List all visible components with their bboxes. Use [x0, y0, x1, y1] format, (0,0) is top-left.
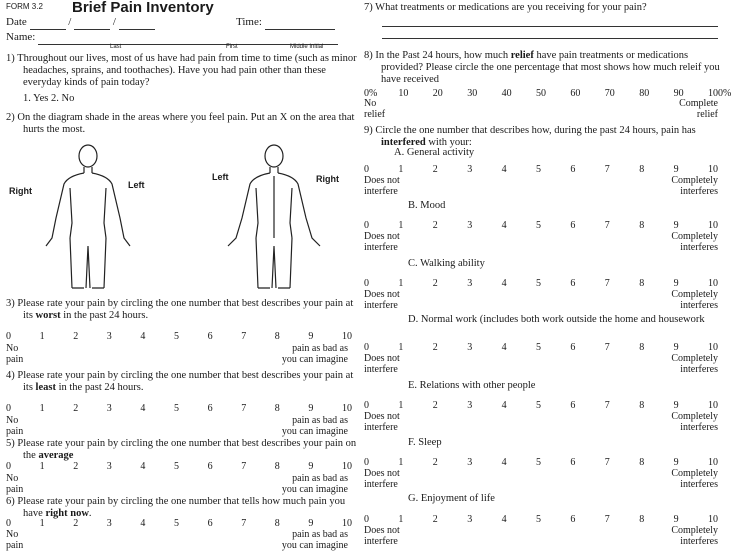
- date-row: Date / /: [6, 16, 155, 30]
- q9e-high-anchor: [671, 411, 718, 433]
- scale-option[interactable]: 4: [501, 457, 507, 468]
- scale-option[interactable]: 0: [6, 461, 11, 472]
- scale-option[interactable]: 10: [342, 331, 352, 342]
- scale-option[interactable]: 4: [140, 331, 146, 342]
- q8-high-1: Complete: [679, 98, 718, 109]
- question-1-text: 1) Throughout our lives, most of us have had pain from time to time (such as minor headaches, sprains, and toothaches). Have you had pain other than these everyday kinds of pain today?: [6, 53, 357, 89]
- q9f-high-anchor: [671, 468, 718, 490]
- q9f-high-1: Completely: [671, 468, 718, 479]
- scale-option[interactable]: 10: [708, 342, 718, 353]
- scale-option[interactable]: 7: [604, 400, 610, 411]
- scale-option[interactable]: 6: [207, 403, 213, 414]
- scale-option[interactable]: 6: [570, 342, 576, 353]
- scale-option[interactable]: 10: [708, 514, 718, 525]
- name-sub-last: Last: [110, 44, 122, 50]
- scale-option[interactable]: 4: [501, 164, 507, 175]
- scale-option[interactable]: 2: [432, 164, 438, 175]
- question-8: [364, 50, 725, 86]
- q9f-low-2: interfere: [364, 479, 398, 490]
- question-4: [6, 370, 359, 394]
- question-3: [6, 298, 359, 322]
- scale-option[interactable]: 4: [140, 518, 146, 529]
- time-field[interactable]: [265, 16, 335, 30]
- q9e-low-anchor: [364, 411, 400, 433]
- scale-q9e[interactable]: [364, 400, 722, 412]
- scale-option[interactable]: 1: [39, 518, 45, 529]
- q9b-high-1: Completely: [671, 231, 718, 242]
- scale-option[interactable]: 7: [604, 342, 610, 353]
- scale-option[interactable]: 3: [467, 514, 473, 525]
- scale-option[interactable]: 80: [639, 88, 650, 99]
- q7-answer-line-2[interactable]: [382, 38, 718, 39]
- q4-high-1: pain as bad as: [292, 415, 348, 426]
- q8-high-2: relief: [696, 109, 718, 120]
- date-field-day[interactable]: [74, 16, 110, 30]
- q9a-high-1: Completely: [671, 175, 718, 186]
- question-6: [6, 496, 359, 520]
- scale-option[interactable]: 6: [207, 518, 213, 529]
- question-7-text: 7) What treatments or medications are you receiving for your pain?: [364, 2, 647, 13]
- q4-low-anchor: [6, 415, 23, 437]
- scale-option[interactable]: 1: [398, 514, 404, 525]
- scale-option[interactable]: 10: [342, 518, 352, 529]
- scale-option[interactable]: 1: [398, 164, 404, 175]
- front-right-label: Right: [9, 186, 32, 196]
- q9a-low-2: interfere: [364, 186, 398, 197]
- scale-option[interactable]: 2: [432, 400, 438, 411]
- scale-q9g[interactable]: [364, 514, 722, 526]
- q9-item-d: D. Normal work (includes both work outside the home and housework: [408, 314, 705, 325]
- scale-option[interactable]: 3: [467, 220, 473, 231]
- q9c-high-2: interferes: [680, 300, 718, 311]
- scale-q3[interactable]: [6, 331, 356, 343]
- scale-option[interactable]: 0: [6, 518, 11, 529]
- scale-option[interactable]: 20: [432, 88, 443, 99]
- q9d-high-2: interferes: [680, 364, 718, 375]
- q9e-high-1: Completely: [671, 411, 718, 422]
- q4-high-anchor: [282, 415, 348, 437]
- q6-high-1: pain as bad as: [292, 529, 348, 540]
- scale-option[interactable]: 1: [398, 220, 404, 231]
- scale-q9a[interactable]: [364, 164, 722, 176]
- scale-option[interactable]: 9: [673, 514, 679, 525]
- form-label: [6, 2, 43, 11]
- scale-option[interactable]: 6: [207, 461, 213, 472]
- question-4-bold: least: [35, 382, 56, 394]
- scale-option[interactable]: 7: [604, 514, 610, 525]
- q9-item-e: E. Relations with other people: [408, 380, 536, 391]
- scale-option[interactable]: 8: [639, 514, 645, 525]
- scale-option[interactable]: 5: [536, 457, 541, 468]
- scale-option[interactable]: 7: [241, 331, 247, 342]
- scale-option[interactable]: 7: [241, 518, 247, 529]
- scale-option[interactable]: 2: [73, 518, 79, 529]
- question-9-pre: 9) Circle the one number that describes how, during the past 24 hours, pain has: [364, 125, 696, 136]
- scale-q9c[interactable]: [364, 278, 722, 290]
- q9f-low-1: Does not: [364, 468, 400, 479]
- scale-option[interactable]: 6: [570, 457, 576, 468]
- scale-q8[interactable]: [364, 88, 731, 100]
- scale-option[interactable]: 50: [536, 88, 546, 99]
- scale-q5[interactable]: [6, 461, 356, 473]
- q9b-high-anchor: [671, 231, 718, 253]
- scale-option[interactable]: 40: [501, 88, 512, 99]
- scale-option[interactable]: 4: [501, 514, 507, 525]
- front-left-label: Left: [128, 180, 145, 190]
- scale-option[interactable]: 10: [342, 461, 352, 472]
- scale-q9f[interactable]: [364, 457, 722, 469]
- question-2-text: 2) On the diagram shade in the areas where you feel pain. Put an X on the area that hurts the most.: [6, 112, 355, 136]
- scale-option[interactable]: 5: [174, 461, 179, 472]
- scale-option[interactable]: 7: [604, 164, 610, 175]
- date-label: Date: [6, 16, 27, 28]
- question-5: [6, 438, 359, 462]
- scale-option[interactable]: 9: [308, 331, 314, 342]
- scale-option[interactable]: 9: [673, 164, 679, 175]
- q9b-low-1: Does not: [364, 231, 400, 242]
- q3-high-anchor: [282, 343, 348, 365]
- q9c-low-anchor: [364, 289, 400, 311]
- scale-option[interactable]: 2: [432, 220, 438, 231]
- name-field[interactable]: [38, 31, 338, 45]
- q4-low-2: pain: [6, 426, 24, 437]
- q9b-low-anchor: [364, 231, 400, 253]
- q4-low-1: No: [6, 415, 19, 426]
- question-5-pre: 5) Please rate your pain by circling the one number that best describes your pain on the: [6, 438, 357, 462]
- form-title: Brief Pain Inventory: [72, 0, 214, 16]
- q3-low-1: No: [6, 343, 19, 354]
- q9c-high-anchor: [671, 289, 718, 311]
- scale-option[interactable]: 1: [398, 342, 404, 353]
- scale-option[interactable]: 10: [708, 164, 718, 175]
- scale-option[interactable]: 6: [570, 220, 576, 231]
- scale-option[interactable]: 8: [639, 342, 645, 353]
- q3-low-2: pain: [6, 354, 24, 365]
- scale-option[interactable]: 3: [106, 461, 112, 472]
- q9f-low-anchor: [364, 468, 400, 490]
- question-9: [364, 125, 725, 149]
- q3-high-1: pain as bad as: [292, 343, 348, 354]
- question-8-post: have pain treatments or medications provided? Please circle the one percentage that most shows how much releif you have received: [381, 50, 720, 86]
- q9e-high-2: interferes: [680, 422, 718, 433]
- scale-option[interactable]: 9: [308, 461, 314, 472]
- scale-q4[interactable]: [6, 403, 356, 415]
- scale-option[interactable]: 5: [536, 342, 541, 353]
- q9a-high-2: interferes: [680, 186, 718, 197]
- scale-option[interactable]: 4: [501, 278, 507, 289]
- scale-option[interactable]: 5: [536, 400, 541, 411]
- q9g-high-2: interferes: [680, 536, 718, 547]
- scale-option[interactable]: 3: [467, 342, 473, 353]
- scale-option[interactable]: 10: [708, 278, 718, 289]
- scale-option[interactable]: 9: [673, 457, 679, 468]
- q9f-high-2: interferes: [680, 479, 718, 490]
- scale-option[interactable]: 3: [467, 400, 473, 411]
- q8-low-1: No: [364, 98, 377, 109]
- scale-option[interactable]: 2: [432, 457, 438, 468]
- q9b-high-2: interferes: [680, 242, 718, 253]
- scale-q9d[interactable]: [364, 342, 722, 354]
- scale-option[interactable]: 4: [140, 403, 146, 414]
- scale-option[interactable]: 2: [432, 514, 438, 525]
- scale-option[interactable]: 0: [364, 342, 369, 353]
- scale-option[interactable]: 2: [73, 331, 79, 342]
- scale-option[interactable]: 5: [174, 518, 179, 529]
- scale-option[interactable]: 1: [398, 400, 404, 411]
- scale-option[interactable]: 9: [673, 220, 679, 231]
- scale-option[interactable]: 30: [467, 88, 478, 99]
- name-sub-first: First: [226, 44, 238, 50]
- q5-high-1: pain as bad as: [292, 473, 348, 484]
- q6-high-2: you can imagine: [281, 540, 348, 551]
- scale-option[interactable]: 3: [467, 278, 473, 289]
- scale-option[interactable]: 2: [73, 461, 79, 472]
- scale-option[interactable]: 3: [106, 403, 112, 414]
- q6-low-1: No: [6, 529, 19, 540]
- scale-option[interactable]: 8: [274, 518, 280, 529]
- scale-option[interactable]: 4: [501, 220, 507, 231]
- q3-high-2: you can imagine: [281, 354, 348, 365]
- scale-option[interactable]: 8: [639, 278, 645, 289]
- scale-option[interactable]: 7: [241, 403, 247, 414]
- form-label-text: FORM: [6, 2, 30, 11]
- name-sub-middle: Middle Initial: [290, 44, 324, 50]
- scale-option[interactable]: 4: [501, 400, 507, 411]
- scale-option[interactable]: 5: [536, 514, 541, 525]
- q9-item-a: A. General activity: [394, 147, 475, 158]
- scale-option[interactable]: 0: [364, 164, 369, 175]
- question-3-bold: worst: [35, 310, 61, 322]
- scale-option[interactable]: 0: [364, 514, 369, 525]
- q9c-high-1: Completely: [671, 289, 718, 300]
- date-field-month[interactable]: [30, 16, 66, 30]
- scale-option[interactable]: 8: [639, 457, 645, 468]
- q9g-high-1: Completely: [671, 525, 718, 536]
- scale-option[interactable]: 6: [570, 164, 576, 175]
- q3-low-anchor: [6, 343, 23, 365]
- scale-option[interactable]: 9: [673, 342, 679, 353]
- name-row: [6, 31, 338, 45]
- scale-option[interactable]: 8: [274, 461, 280, 472]
- scale-option[interactable]: 2: [432, 278, 438, 289]
- question-6-bold: right now: [45, 508, 89, 520]
- q9b-low-2: interfere: [364, 242, 398, 253]
- scale-option[interactable]: 10: [398, 88, 409, 99]
- q9-item-f: F. Sleep: [408, 437, 442, 448]
- scale-option[interactable]: 1: [398, 278, 404, 289]
- scale-option[interactable]: 6: [570, 514, 576, 525]
- question-6-post: .: [88, 508, 92, 520]
- q9g-low-anchor: [364, 525, 400, 547]
- question-1-options[interactable]: 1. Yes 2. No: [23, 93, 75, 104]
- q9a-low-anchor: [364, 175, 400, 197]
- scale-option[interactable]: 5: [174, 331, 179, 342]
- time-label: Time:: [236, 16, 262, 28]
- scale-option[interactable]: 7: [604, 220, 610, 231]
- q4-high-2: you can imagine: [281, 426, 348, 437]
- q8-high-anchor: [679, 98, 718, 120]
- q9d-low-1: Does not: [364, 353, 400, 364]
- q9d-low-2: interfere: [364, 364, 398, 375]
- scale-option[interactable]: 1: [39, 403, 45, 414]
- q6-high-anchor: [282, 529, 348, 551]
- q9a-low-1: Does not: [364, 175, 400, 186]
- scale-option[interactable]: 0: [364, 400, 369, 411]
- scale-option[interactable]: 9: [673, 278, 679, 289]
- scale-option[interactable]: 8: [639, 164, 645, 175]
- question-5-bold: average: [38, 450, 74, 462]
- name-label: Name:: [6, 31, 36, 43]
- question-9-post: with your:: [425, 137, 472, 149]
- q9d-low-anchor: [364, 353, 400, 375]
- scale-option[interactable]: 1: [39, 461, 45, 472]
- question-8-bold: relief: [510, 50, 534, 61]
- question-8-pre: 8) In the Past 24 hours, how much: [364, 50, 511, 61]
- scale-option[interactable]: 8: [274, 403, 280, 414]
- q5-low-anchor: [6, 473, 23, 495]
- scale-option[interactable]: 10: [708, 400, 718, 411]
- scale-option[interactable]: 8: [274, 331, 280, 342]
- q5-high-anchor: [282, 473, 348, 495]
- scale-option[interactable]: 10: [342, 403, 352, 414]
- scale-option[interactable]: 3: [467, 164, 473, 175]
- scale-option[interactable]: 4: [501, 342, 507, 353]
- q5-low-1: No: [6, 473, 19, 484]
- q9e-low-2: interfere: [364, 422, 398, 433]
- scale-option[interactable]: 60: [570, 88, 581, 99]
- scale-option[interactable]: 5: [536, 220, 541, 231]
- scale-option[interactable]: 3: [106, 518, 112, 529]
- scale-option[interactable]: 70: [604, 88, 615, 99]
- scale-option[interactable]: 90: [673, 88, 684, 99]
- scale-option[interactable]: 7: [604, 278, 610, 289]
- scale-option[interactable]: 0: [364, 220, 369, 231]
- q9a-high-anchor: [671, 175, 718, 197]
- scale-option[interactable]: 1: [39, 331, 45, 342]
- front-figure[interactable]: [46, 145, 130, 288]
- q9-item-b: B. Mood: [408, 200, 446, 211]
- q9c-low-2: interfere: [364, 300, 398, 311]
- scale-option[interactable]: 0: [364, 278, 369, 289]
- scale-option[interactable]: 6: [207, 331, 213, 342]
- scale-option[interactable]: 5: [536, 164, 541, 175]
- q5-low-2: pain: [6, 484, 24, 495]
- body-diagram[interactable]: [6, 138, 356, 293]
- scale-option[interactable]: 6: [570, 278, 576, 289]
- q9g-high-anchor: [671, 525, 718, 547]
- scale-q9b[interactable]: [364, 220, 722, 232]
- scale-option[interactable]: 9: [308, 403, 314, 414]
- q9-item-c: C. Walking ability: [408, 258, 485, 269]
- scale-option[interactable]: 2: [432, 342, 438, 353]
- scale-option[interactable]: 0: [364, 457, 369, 468]
- q8-low-2: relief: [364, 109, 386, 120]
- question-4-pre: 4) Please rate your pain by circling the one number that best describes your pain at its: [6, 370, 354, 394]
- q9-item-g: G. Enjoyment of life: [408, 493, 495, 504]
- scale-option[interactable]: 10: [708, 457, 718, 468]
- form-number: 3.2: [31, 2, 43, 11]
- scale-option[interactable]: 7: [604, 457, 610, 468]
- question-4-post: in the past 24 hours.: [55, 382, 144, 394]
- scale-option[interactable]: 6: [570, 400, 576, 411]
- scale-option[interactable]: 9: [673, 400, 679, 411]
- q9g-low-2: interfere: [364, 536, 398, 547]
- scale-option[interactable]: 8: [639, 220, 645, 231]
- scale-option[interactable]: 100%: [708, 88, 731, 99]
- question-3-post: in the past 24 hours.: [60, 310, 149, 322]
- question-7: [364, 2, 721, 14]
- question-1: [6, 53, 357, 89]
- back-left-label: Left: [212, 172, 229, 182]
- scale-option[interactable]: 4: [140, 461, 146, 472]
- question-9-bold: interfered: [381, 137, 426, 149]
- q9d-high-1: Completely: [671, 353, 718, 364]
- back-figure[interactable]: [228, 145, 320, 288]
- question-2: [6, 112, 357, 136]
- scale-option[interactable]: 0: [6, 331, 11, 342]
- q6-low-2: pain: [6, 540, 24, 551]
- question-6-pre: 6) Please rate your pain by circling the one number that tells how much pain you have: [6, 496, 346, 520]
- scale-option[interactable]: 10: [708, 220, 718, 231]
- scale-option[interactable]: 0%: [364, 88, 378, 99]
- scale-option[interactable]: 3: [467, 457, 473, 468]
- scale-option[interactable]: 0: [6, 403, 11, 414]
- scale-option[interactable]: 7: [241, 461, 247, 472]
- q9e-low-1: Does not: [364, 411, 400, 422]
- scale-option[interactable]: 3: [106, 331, 112, 342]
- q7-answer-line-1[interactable]: [382, 26, 718, 27]
- scale-option[interactable]: 8: [639, 400, 645, 411]
- q6-low-anchor: [6, 529, 23, 551]
- scale-option[interactable]: 5: [174, 403, 179, 414]
- body-diagram-svg[interactable]: [6, 138, 356, 293]
- question-3-pre: 3) Please rate your pain by circling the one number that best describes your pain at its: [6, 298, 354, 322]
- q9g-low-1: Does not: [364, 525, 400, 536]
- back-right-label: Right: [316, 174, 339, 184]
- q8-low-anchor: [364, 98, 385, 120]
- q5-high-2: you can imagine: [281, 484, 348, 495]
- time-row: [236, 16, 335, 30]
- scale-option[interactable]: 5: [536, 278, 541, 289]
- q9c-low-1: Does not: [364, 289, 400, 300]
- q9d-high-anchor: [671, 353, 718, 375]
- scale-option[interactable]: 9: [308, 518, 314, 529]
- scale-option[interactable]: 2: [73, 403, 79, 414]
- scale-option[interactable]: 1: [398, 457, 404, 468]
- date-field-year[interactable]: [119, 16, 155, 30]
